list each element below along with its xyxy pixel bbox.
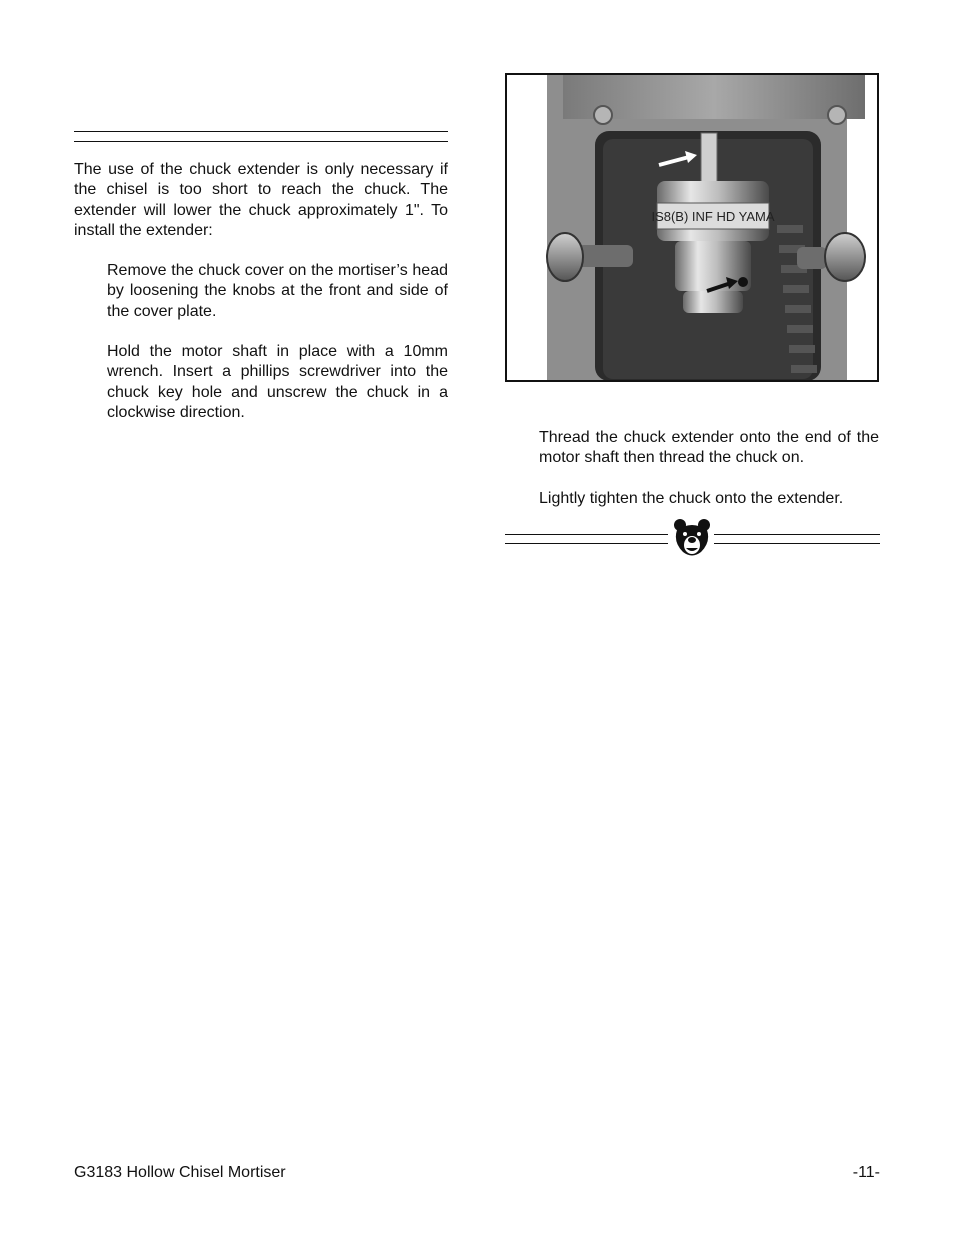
page-number: -11- xyxy=(852,1164,880,1181)
motor-shaft xyxy=(701,133,717,183)
section-rule-lower xyxy=(74,141,448,142)
step-unscrew-chuck: Hold the motor shaft in place with a 10mm wrench. Insert a phillips screwdriver into the chuck key hole and unscrew the chuck in a clockwise direction. xyxy=(107,343,448,422)
step-tighten-chuck: Lightly tighten the chuck onto the extender. xyxy=(539,490,844,507)
chuck-photo-drawing xyxy=(507,75,877,380)
footer-title: G3183 Hollow Chisel Mortiser xyxy=(74,1164,286,1181)
section-rule-upper xyxy=(74,131,448,132)
chuck-marking: IS8(B) INF HD YAMA xyxy=(651,209,775,224)
step-remove-cover: Remove the chuck cover on the mortiser’s head by loosening the knobs at the front and side of the cover plate. xyxy=(107,262,448,320)
end-rule-right-upper xyxy=(714,534,880,535)
end-rule-left-upper xyxy=(505,534,668,535)
intro-paragraph: The use of the chuck extender is only necessary if the chisel is too short to reach the chuck. The extender will lower the chuck approximately 1". To install the extender: xyxy=(74,161,448,240)
bolt-icon xyxy=(828,106,846,124)
bear-head-icon xyxy=(673,518,711,558)
chuck-photo xyxy=(505,73,879,382)
end-rule-left-lower xyxy=(505,543,668,544)
chuck-key-hole xyxy=(738,277,748,287)
end-rule-right-lower xyxy=(714,543,880,544)
step-thread-extender: Thread the chuck extender onto the end of the motor shaft then thread the chuck on. xyxy=(539,429,879,467)
bolt-icon xyxy=(594,106,612,124)
